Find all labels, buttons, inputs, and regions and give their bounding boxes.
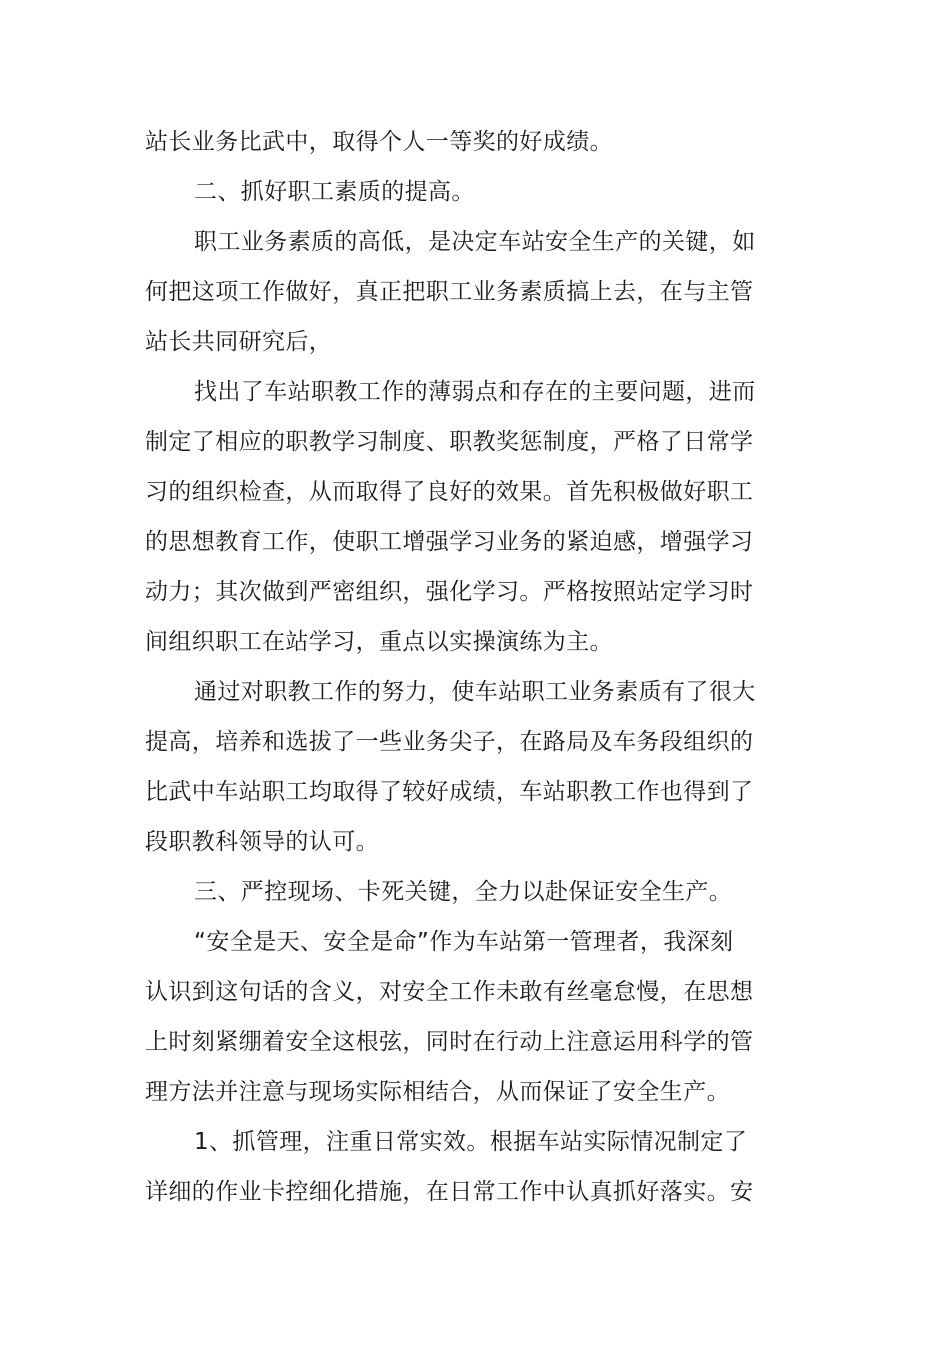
text-line: 理方法并注意与现场实际相结合，从而保证了安全生产。 [145, 1079, 730, 1105]
text-line: 动力；其次做到严密组织，强化学习。严格按照站定学习时 [145, 579, 754, 605]
text-line: 的思想教育工作，使职工增强学习业务的紧迫感，增强学习 [145, 529, 754, 555]
text-line: 站长业务比武中，取得个人一等奖的好成绩。 [145, 129, 613, 155]
text-line: 上时刻紧绷着安全这根弦，同时在行动上注意运用科学的管 [145, 1029, 754, 1055]
text-line: 找出了车站职教工作的薄弱点和存在的主要问题，进而 [194, 379, 756, 405]
text-line: 认识到这句话的含义，对安全工作未敢有丝毫怠慢，在思想 [145, 979, 754, 1005]
text-line: 间组织职工在站学习，重点以实操演练为主。 [145, 629, 613, 655]
text-line: 制定了相应的职教学习制度、职教奖惩制度，严格了日常学 [145, 429, 754, 455]
section-heading: 三、严控现场、卡死关键，全力以赴保证安全生产。 [194, 879, 733, 905]
text-line: “安全是天、安全是命”作为车站第一管理者，我深刻 [194, 929, 734, 955]
section-heading: 二、抓好职工素质的提高。 [194, 179, 475, 205]
text-line: 通过对职教工作的努力，使车站职工业务素质有了很大 [194, 679, 756, 705]
text-line: 习的组织检查，从而取得了良好的效果。首先积极做好职工 [145, 479, 754, 505]
text-line: 站长共同研究后， [145, 329, 333, 355]
text-line: 1、抓管理，注重日常实效。根据车站实际情况制定了 [194, 1129, 748, 1155]
text-line: 详细的作业卡控细化措施，在日常工作中认真抓好落实。安 [145, 1179, 754, 1205]
text-line: 职工业务素质的高低，是决定车站安全生产的关键，如 [194, 229, 756, 255]
text-line: 何把这项工作做好，真正把职工业务素质搞上去，在与主管 [145, 279, 754, 305]
text-line: 段职教科领导的认可。 [145, 829, 379, 855]
text-line: 比武中车站职工均取得了较好成绩，车站职教工作也得到了 [145, 779, 754, 805]
text-line: 提高，培养和选拔了一些业务尖子，在路局及车务段组织的 [145, 729, 754, 755]
